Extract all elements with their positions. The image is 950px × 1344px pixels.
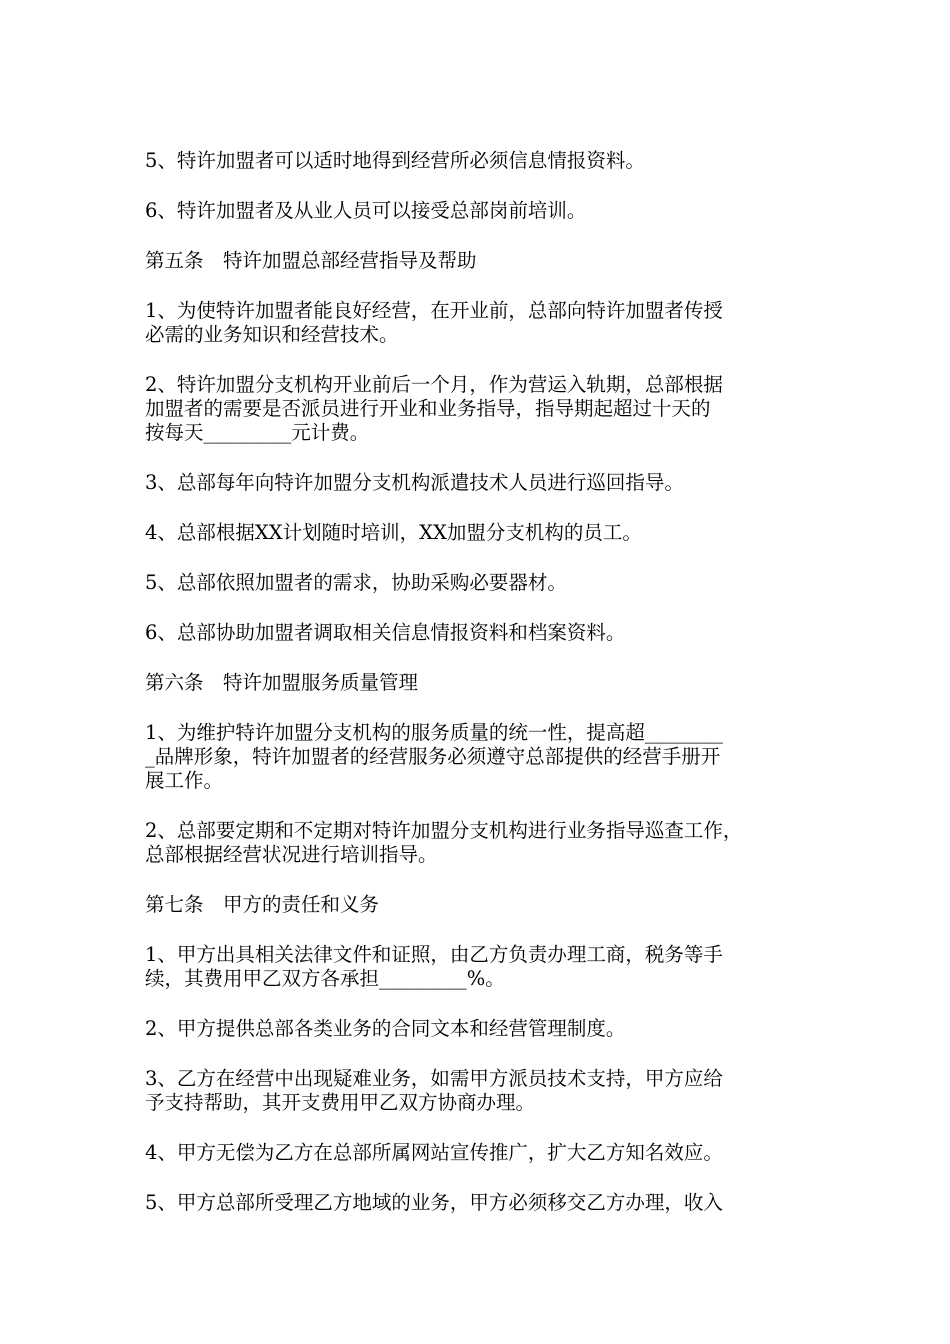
article-7-item-5: 5、甲方总部所受理乙方地域的业务，甲方必须移交乙方办理，收入: [145, 1191, 723, 1214]
article-7-item-3: 3、乙方在经营中出现疑难业务，如需甲方派员技术支持，甲方应给 予支持帮助，其开支费用甲乙双方协商办理。: [145, 1067, 723, 1114]
article-5-item-5: 5、总部依照加盟者的需求，协助采购必要器材。: [145, 571, 567, 594]
clause-item-6: 6、特许加盟者及从业人员可以接受总部岗前培训。: [145, 199, 587, 222]
article-6-heading: 第六条 特许加盟服务质量管理: [145, 671, 419, 694]
article-5-item-1: 1、为使特许加盟者能良好经营，在开业前，总部向特许加盟者传授 必需的业务知识和经营技术。: [145, 299, 723, 346]
article-5-item-6: 6、总部协助加盟者调取相关信息情报资料和档案资料。: [145, 621, 626, 644]
article-5-item-3: 3、总部每年向特许加盟分支机构派遣技术人员进行巡回指导。: [145, 471, 684, 494]
article-6-item-2: 2、总部要定期和不定期对特许加盟分支机构进行业务指导巡查工作， 总部根据经营状况进行培训指导。: [145, 819, 743, 866]
document-body: [145, 149, 821, 1241]
article-7-item-1: 1、甲方出具相关法律文件和证照，由乙方负责办理工商，税务等手 续，其费用甲乙双方各承担_________%。: [145, 943, 723, 990]
article-7-heading: 第七条 甲方的责任和义务: [145, 893, 380, 916]
article-7-item-2: 2、甲方提供总部各类业务的合同文本和经营管理制度。: [145, 1017, 626, 1040]
article-5-item-4: 4、总部根据XX计划随时培训，XX加盟分支机构的员工。: [145, 521, 642, 544]
article-6-item-1: 1、为维护特许加盟分支机构的服务质量的统一性，提高超________ _品牌形象，特许加盟者的经营服务必须遵守总部提供的经营手册开 展工作。: [145, 721, 723, 792]
article-5-item-2: 2、特许加盟分支机构开业前后一个月，作为营运入轨期，总部根据 加盟者的需要是否派员进行开业和业务指导，指导期起超过十天的 按每天_________元计费。: [145, 373, 723, 444]
clause-item-5: 5、特许加盟者可以适时地得到经营所必须信息情报资料。: [145, 149, 645, 172]
article-7-item-4: 4、甲方无偿为乙方在总部所属网站宣传推广，扩大乙方知名效应。: [145, 1141, 723, 1164]
article-5-heading: 第五条 特许加盟总部经营指导及帮助: [145, 249, 477, 272]
